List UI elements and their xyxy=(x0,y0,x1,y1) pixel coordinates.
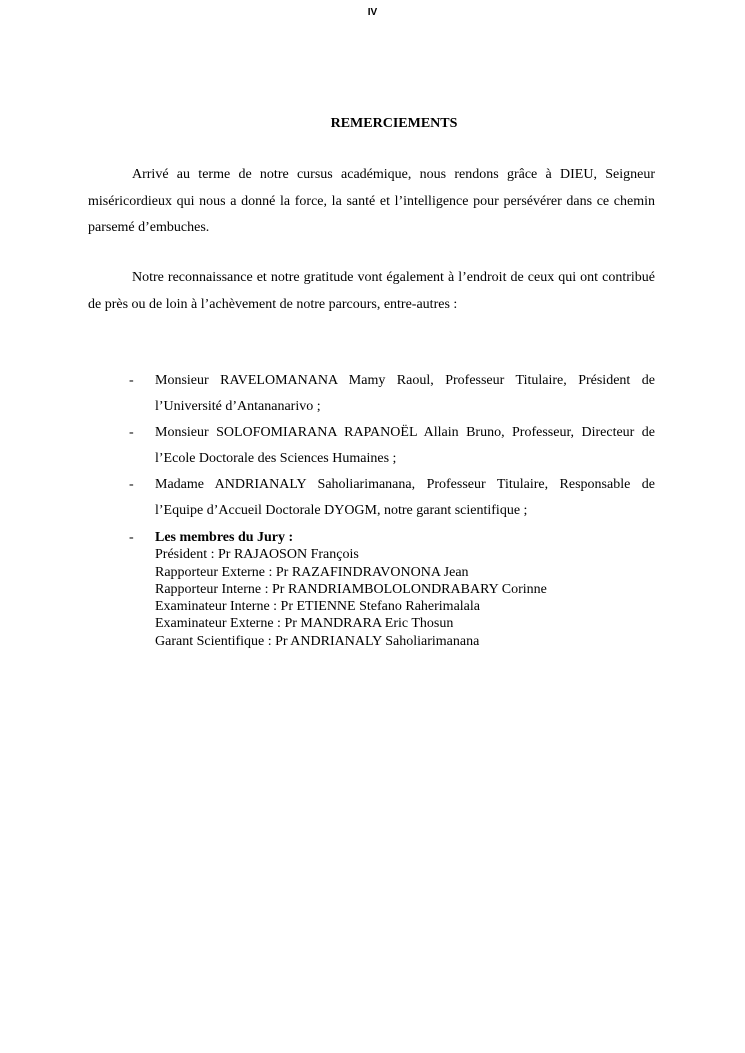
list-item xyxy=(129,368,655,420)
jury-member: Garant Scientifique : Pr ANDRIANALY Saholiarimanana xyxy=(155,633,480,649)
gratitude-paragraph: Notre reconnaissance et notre gratitude vont également à l’endroit de ceux qui ont contribué de près ou de loin à l’achèvement de notre parcours, entre-autres : xyxy=(88,270,655,312)
list-item xyxy=(129,420,655,472)
list-item-text: Monsieur SOLOFOMIARANA RAPANOËL Allain Bruno, Professeur, Directeur de l’Ecole Doctorale des Sciences Humaines ; xyxy=(155,425,655,466)
list-item-text: Monsieur RAVELOMANANA Mamy Raoul, Professeur Titulaire, Président de l’Université d’Antananarivo ; xyxy=(155,373,655,414)
jury-member: Rapporteur Interne : Pr RANDRIAMBOLOLONDRABARY Corinne xyxy=(155,581,547,597)
list-item xyxy=(129,472,655,524)
jury-heading: Les membres du Jury : xyxy=(155,530,294,545)
acknowledgement-list xyxy=(129,368,655,650)
jury-member: Examinateur Interne : Pr ETIENNE Stefano Raherimalala xyxy=(155,599,480,615)
page-number: IV xyxy=(367,7,378,18)
bullet-dash: - xyxy=(129,530,134,545)
bullet-dash: - xyxy=(129,477,134,492)
jury-member: Rapporteur Externe : Pr RAZAFINDRAVONONA Jean xyxy=(155,564,469,580)
bullet-dash: - xyxy=(129,425,134,440)
page-title: REMERCIEMENTS xyxy=(330,116,458,131)
jury-member: Président : Pr RAJAOSON François xyxy=(155,547,359,563)
jury-list-item xyxy=(129,529,655,650)
list-item-text: Madame ANDRIANALY Saholiarimanana, Professeur Titulaire, Responsable de l’Equipe d’Accueil Doctorale DYOGM, notre garant scientifique ; xyxy=(155,477,655,518)
bullet-dash: - xyxy=(129,373,134,388)
jury-member: Examinateur Externe : Pr MANDRARA Eric Thosun xyxy=(155,616,454,632)
intro-paragraph: Arrivé au terme de notre cursus académique, nous rendons grâce à DIEU, Seigneur miséricordieux qui nous a donné la force, la santé et l’intelligence pour persévérer dans ce chemin parsemé d’embuches. xyxy=(88,167,655,235)
